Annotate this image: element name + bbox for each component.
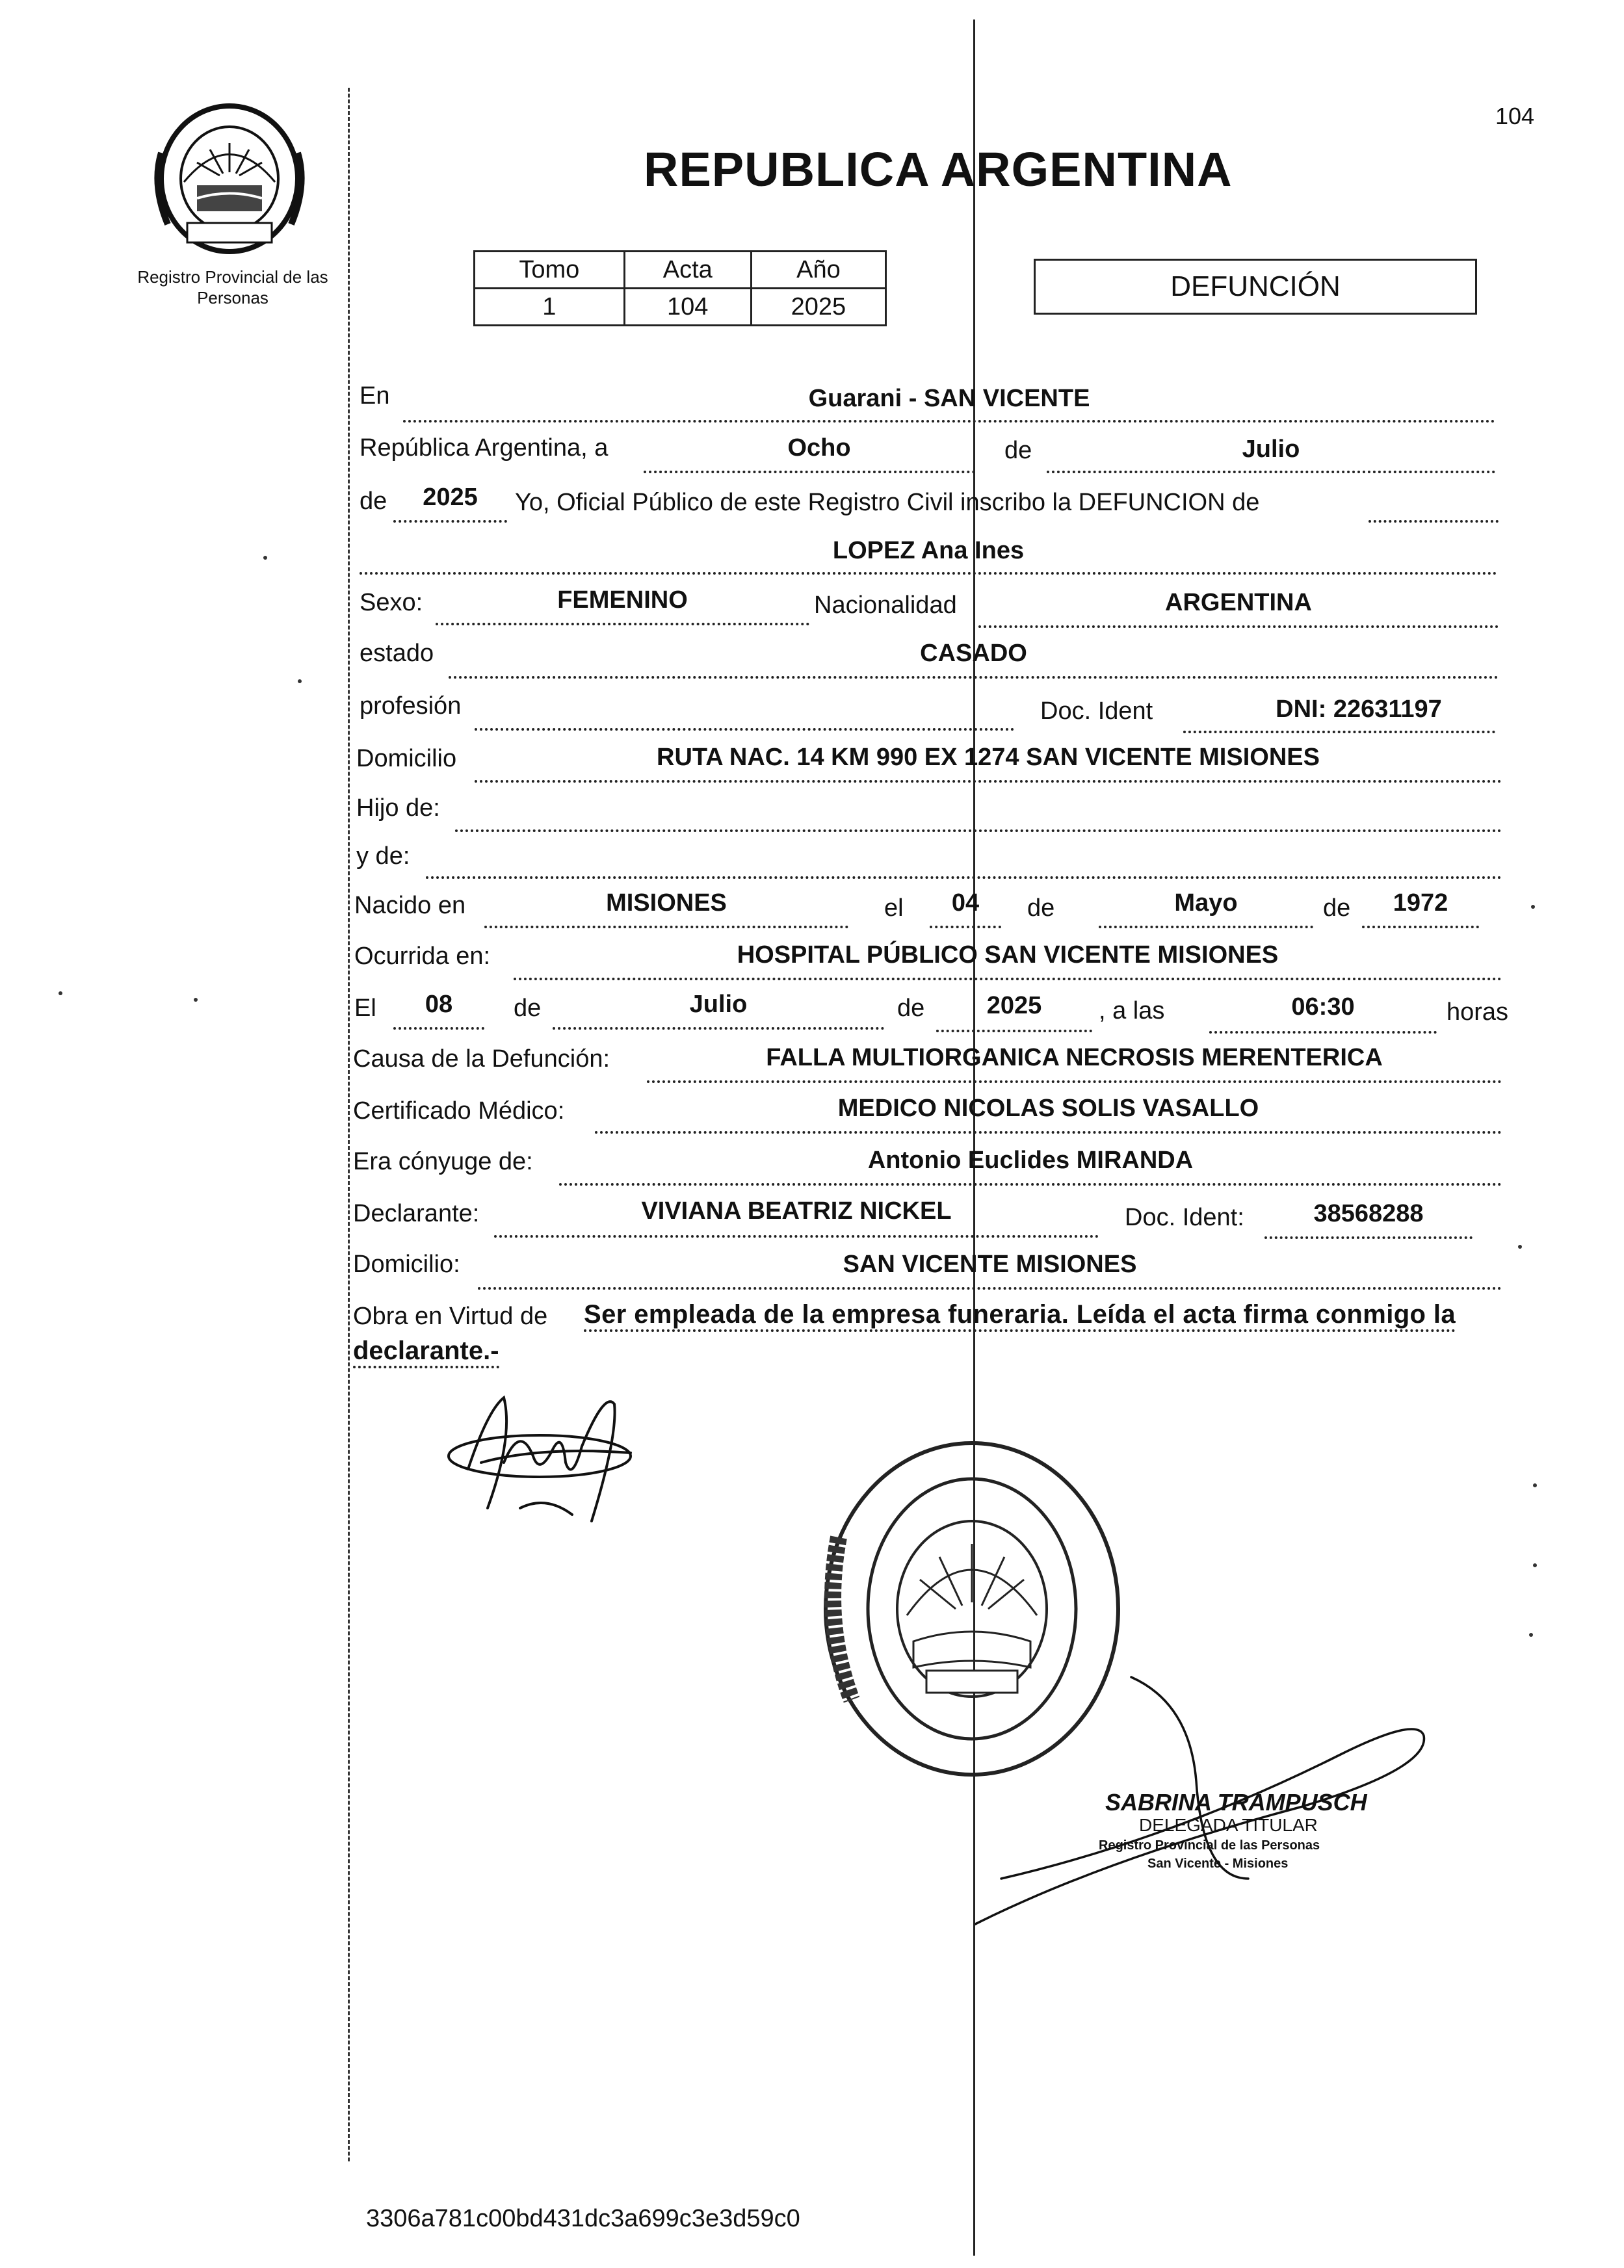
table-value-anio: 2025 xyxy=(751,289,885,326)
scan-speck xyxy=(1533,1563,1537,1567)
de2-label: de xyxy=(360,488,387,515)
table-header-anio: Año xyxy=(751,252,885,289)
nac-dia-value: 04 xyxy=(951,889,980,917)
margin-line xyxy=(348,88,350,2161)
dotted-line xyxy=(478,1287,1502,1290)
nac-anio-value: 1972 xyxy=(1393,889,1448,917)
dotted-line xyxy=(1099,926,1313,928)
table-value-acta: 104 xyxy=(624,289,751,326)
ocurrida-label: Ocurrida en: xyxy=(354,943,491,970)
document-hash: 3306a781c00bd431dc3a699c3e3d59c0 xyxy=(366,2205,800,2232)
conyuge-label: Era cónyuge de: xyxy=(353,1148,533,1175)
dotted-line xyxy=(494,1235,1099,1238)
nacionalidad-value: ARGENTINA xyxy=(1165,589,1312,616)
decl-domicilio-label: Domicilio: xyxy=(353,1251,460,1278)
fall-mes-value: Julio xyxy=(689,991,748,1018)
decl-domicilio-value: SAN VICENTE MISIONES xyxy=(843,1251,1137,1278)
dotted-line xyxy=(475,728,1014,731)
dotted-line xyxy=(436,623,809,625)
domicilio-value: RUTA NAC. 14 KM 990 EX 1274 SAN VICENTE MISIONES xyxy=(657,744,1320,771)
doc-ident-label: Doc. Ident xyxy=(1040,697,1153,725)
dotted-line xyxy=(1209,1031,1437,1034)
decl-doc-value: 38568288 xyxy=(1313,1200,1424,1227)
table-header-acta: Acta xyxy=(624,252,751,289)
dotted-line xyxy=(393,520,507,523)
domicilio-label: Domicilio xyxy=(356,745,457,772)
official-title: DELEGADA TITULAR xyxy=(1139,1815,1318,1835)
scan-speck xyxy=(263,556,267,560)
page-number: 104 xyxy=(1495,103,1535,129)
conyuge-value: Antonio Euclides MIRANDA xyxy=(867,1147,1194,1174)
table-header-tomo: Tomo xyxy=(475,252,625,289)
el2-label: El xyxy=(354,995,376,1022)
en-label: En xyxy=(360,382,390,410)
dotted-line xyxy=(426,876,1502,879)
official-place: San Vicente - Misiones xyxy=(1147,1857,1289,1871)
dotted-line xyxy=(475,780,1502,783)
causa-label: Causa de la Defunción: xyxy=(353,1045,610,1073)
dotted-line xyxy=(484,926,848,928)
declarant-signature xyxy=(442,1385,650,1528)
scan-speck xyxy=(59,991,62,995)
dotted-line xyxy=(595,1131,1502,1134)
table-value-tomo: 1 xyxy=(475,289,625,326)
nacionalidad-label: Nacionalidad xyxy=(814,592,957,619)
dotted-line xyxy=(514,978,1502,980)
obra-label: Obra en Virtud de xyxy=(353,1303,548,1330)
profesion-label: profesión xyxy=(360,692,462,720)
nac-de-label: de xyxy=(1027,894,1055,922)
dotted-line xyxy=(1369,520,1499,523)
scan-speck xyxy=(194,998,198,1002)
official-name: SABRINA TRAMPUSCH xyxy=(1105,1789,1367,1816)
registry-table xyxy=(473,250,887,326)
declarante-value: VIVIANA BEATRIZ NICKEL xyxy=(641,1197,952,1225)
nacido-label: Nacido en xyxy=(354,892,466,919)
fall-de2-label: de xyxy=(897,995,925,1022)
dotted-line xyxy=(455,829,1502,832)
dotted-line xyxy=(360,572,1497,575)
dia-value: Ocho xyxy=(787,434,851,462)
dotted-line xyxy=(1264,1236,1473,1239)
estado-label: estado xyxy=(360,640,434,667)
document-type-box: DEFUNCIÓN xyxy=(1034,259,1477,315)
official-org: Registro Provincial de las Personas xyxy=(1099,1838,1320,1853)
dotted-line xyxy=(449,676,1499,679)
el-label: el xyxy=(884,894,904,922)
dotted-line xyxy=(930,926,1001,928)
causa-value: FALLA MULTIORGANICA NECROSIS MERENTERICA xyxy=(766,1044,1383,1071)
inscription-text: Yo, Oficial Público de este Registro Civil inscribo la DEFUNCION de xyxy=(515,489,1260,516)
sexo-value: FEMENINO xyxy=(557,586,688,614)
dotted-line xyxy=(1047,471,1495,473)
dotted-line xyxy=(553,1027,884,1030)
anio-value: 2025 xyxy=(423,484,478,511)
fall-de-label: de xyxy=(514,995,542,1022)
alas-label: , a las xyxy=(1099,997,1165,1024)
scan-speck xyxy=(298,679,302,683)
certificado-label: Certificado Médico: xyxy=(353,1097,565,1125)
hijo-label: Hijo de: xyxy=(356,794,440,822)
province-emblem xyxy=(148,101,311,257)
declarante-label: Declarante: xyxy=(353,1200,480,1227)
nacido-value: MISIONES xyxy=(606,889,727,917)
dotted-line xyxy=(393,1027,484,1030)
horas-label: horas xyxy=(1447,998,1509,1026)
estado-value: CASADO xyxy=(920,640,1027,667)
obra-value-line1: Ser empleada de la empresa funeraria. Leída el acta firma conmigo la xyxy=(584,1300,1456,1332)
mes-value: Julio xyxy=(1242,436,1300,463)
document-title: REPUBLICA ARGENTINA xyxy=(644,142,1233,196)
en-value: Guarani - SAN VICENTE xyxy=(808,385,1090,412)
dotted-line xyxy=(403,420,1495,423)
scan-speck xyxy=(1529,1633,1533,1637)
dotted-line xyxy=(647,1080,1502,1083)
dotted-line xyxy=(559,1183,1502,1186)
fall-anio-value: 2025 xyxy=(986,992,1042,1019)
deceased-name: LOPEZ Ana Ines xyxy=(832,537,1025,564)
scan-speck xyxy=(1533,1483,1537,1487)
certificado-value: MEDICO NICOLAS SOLIS VASALLO xyxy=(837,1095,1259,1122)
dotted-line xyxy=(978,625,1499,628)
scan-speck xyxy=(1531,905,1535,909)
nac-de2-label: de xyxy=(1323,894,1351,922)
dotted-line xyxy=(936,1030,1092,1032)
doc-ident-value: DNI: 22631197 xyxy=(1276,696,1442,723)
decl-doc-label: Doc. Ident: xyxy=(1125,1204,1244,1231)
fall-dia-value: 08 xyxy=(425,991,453,1018)
yde-label: y de: xyxy=(356,842,410,870)
issuer-name: Registro Provincial de las Personas xyxy=(137,267,328,307)
scan-speck xyxy=(1518,1245,1522,1249)
sexo-label: Sexo: xyxy=(360,589,423,616)
hora-value: 06:30 xyxy=(1291,993,1355,1021)
republica-label: República Argentina, a xyxy=(360,434,609,462)
obra-value-line2: declarante.- xyxy=(353,1336,499,1368)
dotted-line xyxy=(1362,926,1479,928)
dotted-line xyxy=(1183,731,1495,733)
ocurrida-value: HOSPITAL PÚBLICO SAN VICENTE MISIONES xyxy=(737,941,1279,969)
de-label: de xyxy=(1004,437,1032,464)
dotted-line xyxy=(644,471,975,473)
nac-mes-value: Mayo xyxy=(1174,889,1238,917)
